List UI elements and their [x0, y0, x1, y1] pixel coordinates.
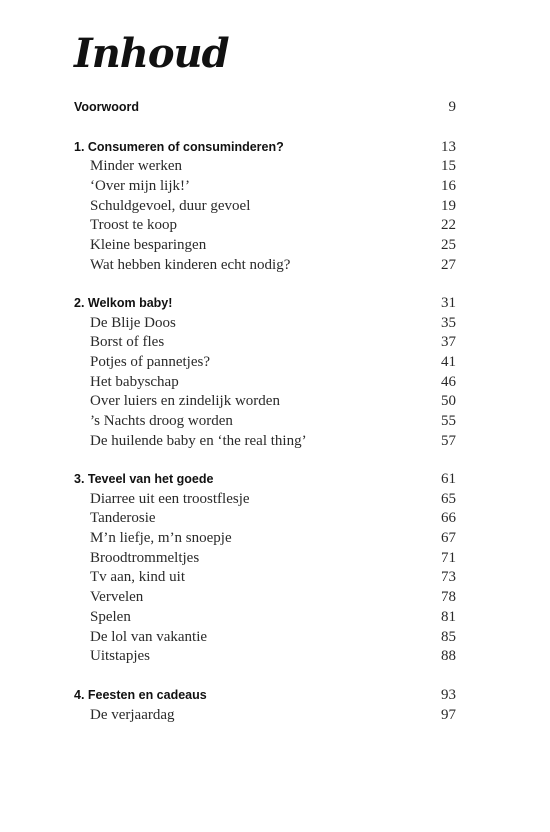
toc-chapter-heading[interactable]: [74, 294, 456, 314]
toc-entry[interactable]: [74, 549, 456, 569]
toc-entry-page-number: 67: [441, 530, 456, 547]
toc-entry-label: M’n liefje, m’n snoepje: [90, 530, 232, 547]
toc-entry[interactable]: [74, 216, 456, 236]
toc-entry-page-number: 81: [441, 608, 456, 625]
toc-entry[interactable]: [74, 568, 456, 588]
toc-entry[interactable]: [74, 392, 456, 412]
toc-entry-label: De huilende baby en ‘the real thing’: [90, 432, 307, 449]
toc-entry-label: Voorwoord: [74, 100, 140, 114]
toc-chapter-heading[interactable]: [74, 686, 456, 706]
toc-entry[interactable]: [74, 333, 456, 353]
toc-entry[interactable]: [74, 647, 456, 667]
toc-entry-label: Uitstapjes: [90, 648, 150, 665]
toc-entry-label: Over luiers en zindelijk worden: [90, 393, 280, 410]
toc-entry-page-number: 41: [441, 354, 456, 371]
toc-entry-page-number: 22: [441, 217, 456, 234]
toc-entry-preface[interactable]: [74, 98, 456, 118]
toc-chapter-page-number: 93: [441, 686, 456, 703]
toc-entry-label: Broodtrommeltjes: [90, 549, 200, 566]
toc-entry-page-number: 55: [441, 413, 456, 430]
toc-entry-page-number: 46: [441, 373, 456, 390]
toc-chapter-page-number: 13: [441, 138, 456, 155]
toc-entry[interactable]: [74, 490, 456, 510]
toc-entry-label: Wat hebben kinderen echt nodig?: [90, 256, 291, 273]
toc-entry-label: De verjaardag: [90, 706, 175, 723]
toc-entry[interactable]: [74, 706, 456, 726]
toc-entry-page-number: 35: [441, 314, 456, 331]
toc-chapter-title: 1. Consumeren of consuminderen?: [74, 139, 284, 154]
toc-entry-label: Tanderosie: [90, 510, 156, 527]
toc-entry-page-number: 16: [441, 178, 456, 195]
toc-entry[interactable]: [74, 314, 456, 334]
toc-chapter-page-number: 31: [441, 295, 456, 311]
toc-entry-page-number: 50: [441, 393, 456, 410]
toc-entry-label: Potjes of pannetjes?: [90, 354, 210, 371]
toc-chapter-1: [74, 138, 456, 276]
toc-entry-page-number: 73: [441, 569, 456, 586]
toc-entry[interactable]: [74, 412, 456, 432]
toc-entry-label: Minder werken: [90, 158, 183, 175]
toc-chapter-title: 3. Teveel van het goede: [74, 472, 214, 486]
toc-chapter-title: 4. Feesten en cadeaus: [74, 687, 207, 702]
toc-entry[interactable]: [74, 157, 456, 177]
toc-chapter-2: [74, 294, 456, 452]
toc-entry-label: ’s Nachts droog worden: [90, 413, 233, 430]
toc-entry-label: Schuldgevoel, duur gevoel: [90, 197, 251, 214]
toc-entry-page-number: 37: [441, 334, 456, 351]
toc-entry-label: Spelen: [90, 608, 131, 625]
toc-entry-label: Kleine besparingen: [90, 237, 207, 254]
toc-entry-label: ‘Over mijn lijk!’: [90, 178, 190, 195]
toc-entry-page-number: 78: [441, 589, 456, 606]
toc-entry-page-number: 88: [441, 648, 456, 665]
toc-chapter-title: 2. Welkom baby!: [74, 296, 173, 310]
toc-entry-page-number: 57: [441, 432, 456, 449]
toc-entry-page-number: 85: [441, 628, 456, 645]
toc-entry[interactable]: [74, 432, 456, 452]
toc-entry[interactable]: [74, 628, 456, 648]
toc-entry-label: Borst of fles: [90, 334, 165, 351]
toc-entry-page-number: 25: [441, 237, 456, 254]
toc-entry[interactable]: [74, 373, 456, 393]
toc-entry-page-number: 97: [441, 706, 456, 723]
toc-entry-label: Diarree uit een troostflesje: [90, 490, 250, 507]
toc-chapter-heading[interactable]: [74, 470, 456, 490]
toc-chapter-3: [74, 470, 456, 667]
toc-entry[interactable]: [74, 177, 456, 197]
toc-entry[interactable]: [74, 588, 456, 608]
toc-entry[interactable]: [74, 608, 456, 628]
table-of-contents: [74, 98, 456, 725]
toc-entry-label: Troost te koop: [90, 217, 177, 234]
toc-entry-page-number: 66: [441, 510, 456, 527]
toc-entry-label: Tv aan, kind uit: [90, 569, 185, 586]
toc-entry[interactable]: [74, 509, 456, 529]
toc-entry-page-number: 71: [441, 549, 456, 566]
toc-entry-label: De lol van vakantie: [90, 628, 208, 645]
toc-entry-label: Vervelen: [90, 589, 144, 606]
toc-entry-page-number: 65: [441, 490, 456, 507]
toc-entry-page-number: 15: [441, 158, 456, 175]
toc-entry-page-number: 19: [441, 197, 456, 214]
page-title: Inhoud: [74, 30, 229, 77]
toc-entry[interactable]: [74, 197, 456, 217]
toc-entry-page-number: 9: [448, 99, 456, 115]
toc-entry-label: De Blije Doos: [90, 314, 176, 331]
toc-entry[interactable]: [74, 529, 456, 549]
toc-chapter-heading[interactable]: [74, 138, 456, 158]
toc-entry-page-number: 27: [441, 256, 456, 273]
toc-entry[interactable]: [74, 256, 456, 276]
toc-entry-label: Het babyschap: [90, 373, 179, 390]
toc-entry[interactable]: [74, 353, 456, 373]
toc-chapter-4: [74, 686, 456, 725]
toc-chapter-page-number: 61: [441, 471, 456, 487]
toc-entry[interactable]: [74, 236, 456, 256]
